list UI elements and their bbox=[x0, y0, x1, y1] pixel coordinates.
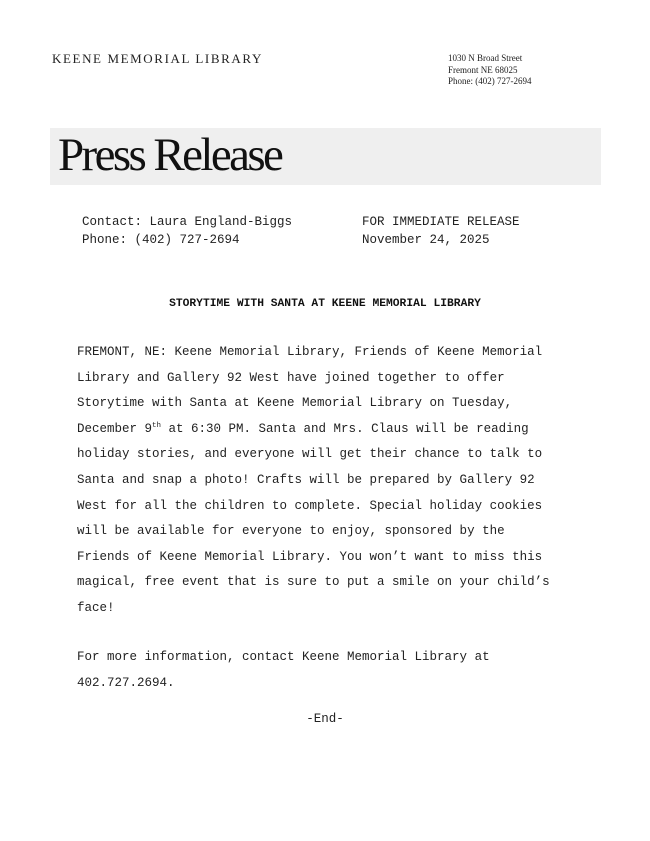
body-line: face! bbox=[77, 600, 115, 615]
release-date: November 24, 2025 bbox=[362, 233, 490, 247]
body-line: magical, free event that is sure to put a smile on your child’s bbox=[77, 575, 550, 590]
address-street: 1030 N Broad Street bbox=[448, 53, 523, 63]
body-line: holiday stories, and everyone will get their chance to talk to bbox=[77, 447, 543, 462]
address-city: Fremont NE 68025 bbox=[448, 64, 518, 75]
letterhead-address bbox=[448, 53, 532, 88]
body-line: West for all the children to complete. Special holiday cookies bbox=[77, 498, 543, 513]
body-line: For more information, contact Keene Memorial Library at bbox=[77, 650, 490, 664]
body-line-date: December 9 bbox=[77, 421, 153, 436]
end-mark: -End- bbox=[306, 712, 344, 726]
press-release-banner bbox=[50, 128, 601, 185]
body-line: will be available for everyone to enjoy, sponsored by the bbox=[77, 524, 505, 539]
body-line: FREMONT, NE: Keene Memorial Library, Friends of Keene Memorial bbox=[77, 345, 543, 359]
release-type: FOR IMMEDIATE RELEASE bbox=[362, 215, 520, 229]
body-line-rest: at 6:30 PM. Santa and Mrs. Claus will be reading bbox=[161, 421, 529, 436]
banner-title: Press Release bbox=[58, 129, 282, 181]
body-line: Library and Gallery 92 West have joined together to offer bbox=[77, 370, 505, 385]
ordinal-suffix: th bbox=[152, 421, 162, 430]
address-phone: Phone: (402) 727-2694 bbox=[448, 76, 532, 86]
body-line: Storytime with Santa at Keene Memorial Library on Tuesday, bbox=[77, 396, 513, 411]
letterhead-org-name: KEENE MEMORIAL LIBRARY bbox=[52, 51, 263, 66]
contact-phone: Phone: (402) 727-2694 bbox=[82, 233, 240, 247]
contact-name: Contact: Laura England-Biggs bbox=[82, 215, 293, 229]
contact-block bbox=[82, 213, 292, 249]
release-info-block bbox=[362, 213, 520, 249]
body-paragraph-1 bbox=[77, 340, 577, 622]
headline: STORYTIME WITH SANTA AT KEENE MEMORIAL LIBRARY bbox=[169, 298, 481, 310]
body-line: Friends of Keene Memorial Library. You won’t want to miss this bbox=[77, 549, 543, 564]
body-line: 402.727.2694. bbox=[77, 675, 175, 690]
body-line: Santa and snap a photo! Crafts will be prepared by Gallery 92 bbox=[77, 472, 535, 487]
body-paragraph-2 bbox=[77, 645, 577, 696]
body-line bbox=[77, 417, 577, 443]
